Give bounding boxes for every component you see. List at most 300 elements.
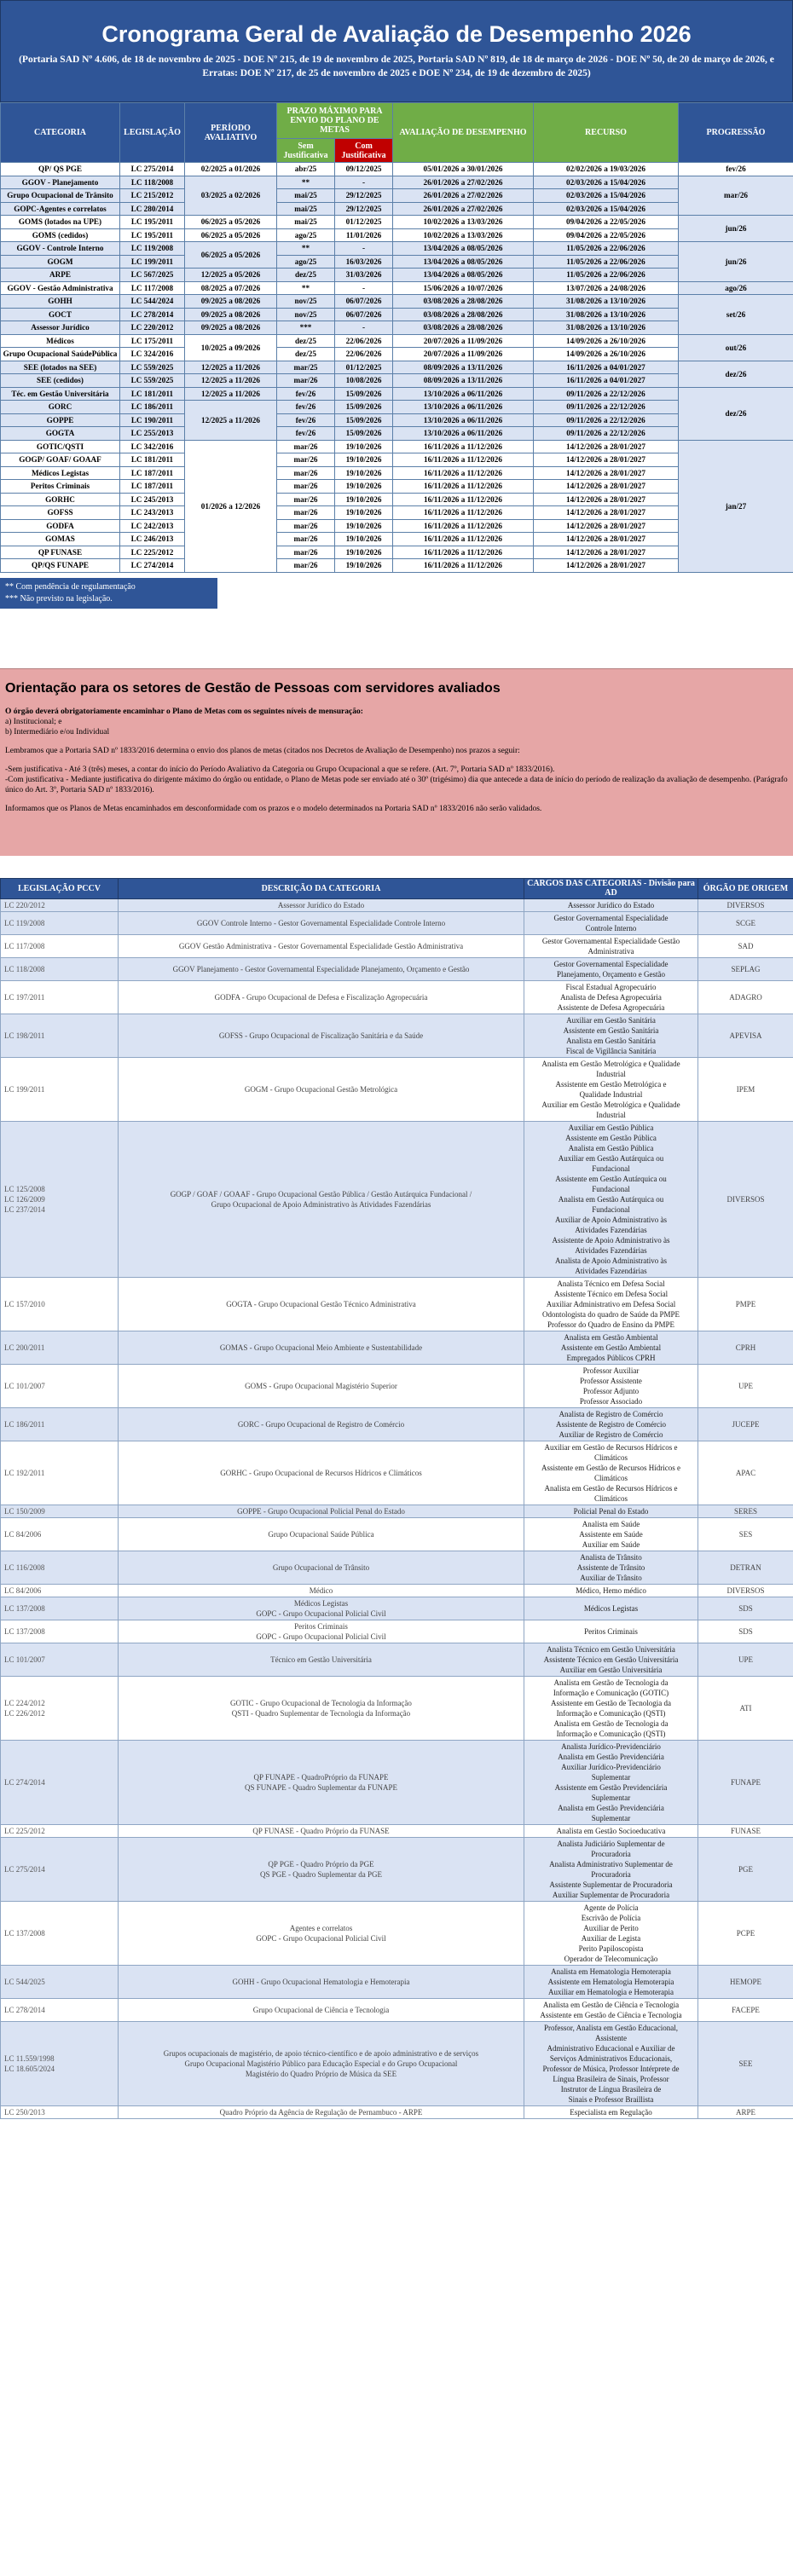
category-row bbox=[1, 2021, 793, 2105]
category-row bbox=[1, 898, 793, 911]
cell-legislacao-pccv bbox=[1, 980, 119, 1014]
cell-sem-justificativa: ** bbox=[277, 242, 335, 256]
cell-sem-justificativa: ** bbox=[277, 176, 335, 189]
orientation-box bbox=[0, 668, 793, 856]
cell-avaliacao: 10/02/2026 a 13/03/2026 bbox=[393, 228, 534, 242]
category-row bbox=[1, 1643, 793, 1676]
col-prazo: PRAZO MÁXIMO PARA ENVIO DO PLANO DE METAS bbox=[277, 103, 393, 139]
cell-descricao bbox=[119, 1901, 524, 1965]
schedule-row bbox=[1, 480, 793, 494]
cell-orgao: SEE bbox=[698, 2021, 793, 2105]
schedule-row bbox=[1, 546, 793, 559]
cell-cargos-line: Analista em Gestão Ambiental bbox=[564, 1332, 658, 1342]
schedule-row bbox=[1, 163, 793, 176]
cell-descricao bbox=[119, 934, 524, 957]
cell-cargos-line: Perito Papiloscopista bbox=[578, 1944, 644, 1953]
cell-categoria: GOGTA bbox=[1, 427, 120, 441]
cell-legislacao-pccv-line: LC 116/2008 bbox=[4, 1562, 45, 1572]
cell-descricao-line: Quadro Próprio da Agência de Regulação de Pernambuco - ARPE bbox=[219, 2107, 423, 2117]
cell-cargos-line: Analista de Trânsito bbox=[580, 1552, 642, 1562]
cell-cargos-line: Analista Judiciário Suplementar de bbox=[557, 1839, 665, 1848]
cell-cargos-line: Gestor Governamental Especialidade bbox=[553, 913, 669, 922]
cell-orgao: PMPE bbox=[698, 1277, 793, 1331]
col-com-justificativa: Com Justificativa bbox=[335, 139, 393, 163]
cell-cargos-line: Auxiliar de Perito bbox=[583, 1923, 639, 1932]
schedule-row bbox=[1, 308, 793, 321]
cell-recurso: 09/11/2026 a 22/12/2026 bbox=[534, 413, 679, 427]
cell-cargos-line: Assistente em Gestão Autárquica ou bbox=[555, 1174, 667, 1183]
cell-periodo: 09/2025 a 08/2026 bbox=[185, 308, 277, 321]
category-row bbox=[1, 957, 793, 980]
cell-cargos-line: Auxiliar em Gestão Autárquica ou bbox=[558, 1153, 664, 1163]
cell-categoria: GODFA bbox=[1, 519, 120, 533]
col-legislacao: LEGISLAÇÃO bbox=[120, 103, 185, 163]
header-banner bbox=[0, 0, 793, 102]
cell-recurso: 14/12/2026 a 28/01/2027 bbox=[534, 519, 679, 533]
cell-orgao: SCGE bbox=[698, 911, 793, 934]
schedule-row bbox=[1, 202, 793, 216]
cell-sem-justificativa: mar/26 bbox=[277, 480, 335, 494]
cell-com-justificativa: 29/12/2025 bbox=[335, 189, 393, 203]
cell-cargos bbox=[524, 911, 698, 934]
cell-legislacao-pccv-line: LC 84/2006 bbox=[4, 1529, 42, 1539]
cell-cargos-line: Atividades Fazendárias bbox=[575, 1266, 647, 1275]
cell-avaliacao: 16/11/2026 a 11/12/2026 bbox=[393, 519, 534, 533]
cell-cargos bbox=[524, 1901, 698, 1965]
cell-descricao bbox=[119, 1584, 524, 1597]
cell-cargos bbox=[524, 1014, 698, 1057]
cell-categoria: GGOV - Gestão Administrativa bbox=[1, 281, 120, 295]
cell-recurso: 09/11/2026 a 22/12/2026 bbox=[534, 427, 679, 441]
cell-legislacao: LC 567/2025 bbox=[120, 269, 185, 282]
cell-periodo: 12/2025 a 11/2026 bbox=[185, 374, 277, 388]
category-row bbox=[1, 1551, 793, 1584]
cell-com-justificativa: - bbox=[335, 281, 393, 295]
cell-categoria: GOMAS bbox=[1, 533, 120, 546]
cell-cargos-line: Médico, Hemo médico bbox=[576, 1585, 646, 1595]
note-2: *** Não previsto na legislação. bbox=[5, 593, 113, 604]
cell-descricao-line: Assessor Jurídico do Estado bbox=[277, 900, 365, 910]
cell-sem-justificativa: mai/25 bbox=[277, 216, 335, 229]
cell-legislacao-pccv bbox=[1, 1277, 119, 1331]
cell-cargos-line: Climáticos bbox=[594, 1453, 628, 1462]
cell-cargos-line: Atividades Fazendárias bbox=[575, 1245, 647, 1255]
cell-descricao bbox=[119, 957, 524, 980]
cell-periodo: 06/2025 a 05/2026 bbox=[185, 228, 277, 242]
cell-descricao-line: GODFA - Grupo Ocupacional de Defesa e Fiscalização Agropecuária bbox=[214, 992, 428, 1002]
cell-cargos-line: Climáticos bbox=[594, 1493, 628, 1503]
cell-legislacao-pccv-line: LC 197/2011 bbox=[4, 992, 45, 1002]
cell-categoria: GGOV - Planejamento bbox=[1, 176, 120, 189]
cell-descricao bbox=[119, 1824, 524, 1837]
cell-periodo: 12/2025 a 11/2026 bbox=[185, 387, 277, 401]
cell-sem-justificativa: abr/25 bbox=[277, 163, 335, 176]
cell-legislacao-pccv-line: LC 11.559/1998 bbox=[4, 2053, 55, 2063]
category-row bbox=[1, 1740, 793, 1824]
cell-legislacao-pccv bbox=[1, 1824, 119, 1837]
cell-com-justificativa: 19/10/2026 bbox=[335, 453, 393, 467]
cell-cargos-line: Agente de Polícia bbox=[583, 1903, 639, 1912]
cell-recurso: 31/08/2026 a 13/10/2026 bbox=[534, 295, 679, 309]
cell-avaliacao: 16/11/2026 a 11/12/2026 bbox=[393, 546, 534, 559]
col-sem-justificativa: Sem Justificativa bbox=[277, 139, 335, 163]
cell-sem-justificativa: ** bbox=[277, 281, 335, 295]
cell-categoria: GOGM bbox=[1, 255, 120, 269]
cell-com-justificativa: 15/09/2026 bbox=[335, 427, 393, 441]
cell-cargos-line: Auxiliar Administrativo em Defesa Social bbox=[546, 1299, 676, 1308]
cell-orgao: SEPLAG bbox=[698, 957, 793, 980]
cell-legislacao-pccv bbox=[1, 1551, 119, 1584]
cell-cargos-line: Escrivão de Polícia bbox=[581, 1913, 641, 1922]
cell-cargos bbox=[524, 1121, 698, 1277]
cell-com-justificativa: 19/10/2026 bbox=[335, 546, 393, 559]
cell-categoria: GOHH bbox=[1, 295, 120, 309]
category-row bbox=[1, 1517, 793, 1551]
cell-categoria: QP/QS FUNAPE bbox=[1, 559, 120, 573]
cell-legislacao-pccv bbox=[1, 1901, 119, 1965]
cell-cargos-line: Industrial bbox=[596, 1110, 626, 1119]
category-row bbox=[1, 1597, 793, 1620]
cell-com-justificativa: 19/10/2026 bbox=[335, 519, 393, 533]
cell-avaliacao: 03/08/2026 a 28/08/2026 bbox=[393, 308, 534, 321]
cell-cargos-line: Médicos Legistas bbox=[583, 1603, 639, 1613]
cell-orgao: DIVERSOS bbox=[698, 1121, 793, 1277]
cell-sem-justificativa: dez/25 bbox=[277, 334, 335, 348]
cell-avaliacao: 13/04/2026 a 08/05/2026 bbox=[393, 269, 534, 282]
cell-legislacao: LC 544/2024 bbox=[120, 295, 185, 309]
cell-recurso: 14/09/2026 a 26/10/2026 bbox=[534, 334, 679, 348]
cell-recurso: 14/12/2026 a 28/01/2027 bbox=[534, 559, 679, 573]
cell-cargos-line: Analista em Gestão de Ciência e Tecnologia bbox=[542, 2000, 680, 2009]
schedule-row bbox=[1, 413, 793, 427]
cell-orgao: IPEM bbox=[698, 1057, 793, 1121]
schedule-row bbox=[1, 519, 793, 533]
cell-periodo: 03/2025 a 02/2026 bbox=[185, 176, 277, 216]
cell-legislacao-pccv bbox=[1, 934, 119, 957]
orientation-p5: -Sem justificativa - Até 3 (três) meses, a contar do início do Período Avaliativo da Categoria ou Grupo Ocupacional a que se refere. (Art. 7º, Portaria SAD nº 1833/2016). bbox=[5, 765, 555, 774]
cell-legislacao-pccv bbox=[1, 1505, 119, 1517]
cell-com-justificativa: 19/10/2026 bbox=[335, 506, 393, 520]
cell-legislacao: LC 242/2013 bbox=[120, 519, 185, 533]
cell-cargos-line: Controle Interno bbox=[585, 923, 637, 933]
cell-cargos-line: Assistente de Apoio Administrativo às bbox=[552, 1235, 670, 1245]
cell-legislacao-pccv bbox=[1, 911, 119, 934]
cell-recurso: 02/02/2026 a 19/03/2026 bbox=[534, 163, 679, 176]
cell-legislacao: LC 117/2008 bbox=[120, 281, 185, 295]
cell-recurso: 14/12/2026 a 28/01/2027 bbox=[534, 466, 679, 480]
cell-cargos-line: Suplementar bbox=[591, 1793, 631, 1802]
cell-orgao: UPE bbox=[698, 1643, 793, 1676]
cell-sem-justificativa: fev/26 bbox=[277, 427, 335, 441]
cell-cargos bbox=[524, 2105, 698, 2118]
cell-orgao: JUCEPE bbox=[698, 1407, 793, 1441]
cell-categoria: Peritos Criminais bbox=[1, 480, 120, 494]
cell-cargos-line: Professor do Quadro de Ensino da PMPE bbox=[547, 1320, 674, 1329]
cell-sem-justificativa: fev/26 bbox=[277, 401, 335, 414]
cell-com-justificativa: 19/10/2026 bbox=[335, 533, 393, 546]
cell-descricao-line: GOTIC - Grupo Ocupacional de Tecnologia da Informação bbox=[230, 1698, 412, 1707]
cell-cargos-line: Assistente Técnico em Gestão Universitária bbox=[543, 1655, 679, 1664]
cell-cargos-line: Analista Jurídico-Previdenciário bbox=[561, 1741, 661, 1751]
cell-descricao-line: GOPPE - Grupo Ocupacional Policial Penal do Estado bbox=[237, 1506, 405, 1516]
cell-categoria: SEE (cedidos) bbox=[1, 374, 120, 388]
col-descricao: DESCRIÇÃO DA CATEGORIA bbox=[119, 878, 524, 898]
cell-cargos-line: Informação e Comunicação (GOTIC) bbox=[553, 1688, 669, 1697]
cell-cargos-line: Fundacional bbox=[592, 1184, 630, 1193]
cell-cargos bbox=[524, 1364, 698, 1407]
schedule-row bbox=[1, 255, 793, 269]
cell-orgao: UPE bbox=[698, 1364, 793, 1407]
schedule-row bbox=[1, 176, 793, 189]
cell-cargos-line: Fiscal Estadual Agropecuário bbox=[565, 982, 657, 991]
cell-legislacao-pccv bbox=[1, 1837, 119, 1901]
cell-descricao bbox=[119, 911, 524, 934]
cell-cargos-line: Analista em Gestão Sanitária bbox=[566, 1036, 656, 1045]
cell-cargos-line: Instrutor de Língua Brasileira de bbox=[560, 2084, 662, 2094]
schedule-row bbox=[1, 216, 793, 229]
cell-legislacao-pccv bbox=[1, 957, 119, 980]
cell-descricao-line: GGOV Gestão Administrativa - Gestor Governamental Especialidade Gestão Administrativa bbox=[178, 941, 464, 950]
cell-cargos-line: Policial Penal do Estado bbox=[573, 1506, 649, 1516]
schedule-row bbox=[1, 533, 793, 546]
cell-cargos-line: Auxiliar em Gestão de Recursos Hídricos e bbox=[544, 1442, 678, 1452]
cell-avaliacao: 13/10/2026 a 06/11/2026 bbox=[393, 387, 534, 401]
category-row bbox=[1, 1407, 793, 1441]
cell-descricao-line: GOFSS - Grupo Ocupacional de Fiscalização Sanitária e da Saúde bbox=[218, 1031, 424, 1040]
cell-recurso: 09/04/2026 a 22/05/2026 bbox=[534, 228, 679, 242]
cell-legislacao-pccv-line: LC 192/2011 bbox=[4, 1468, 45, 1477]
cell-descricao-line: QS FUNAPE - Quadro Suplementar da FUNAPE bbox=[245, 1782, 397, 1792]
category-row bbox=[1, 1331, 793, 1364]
cell-com-justificativa: 31/03/2026 bbox=[335, 269, 393, 282]
cell-com-justificativa: 10/08/2026 bbox=[335, 374, 393, 388]
cell-cargos-line: Analista em Gestão de Tecnologia da bbox=[553, 1678, 669, 1687]
cell-cargos bbox=[524, 1441, 698, 1505]
cell-cargos-line: Assistente de Trânsito bbox=[576, 1562, 645, 1572]
cell-cargos-line: Odontologista do quadro de Saúde da PMPE bbox=[542, 1309, 680, 1319]
cell-cargos-line: Peritos Criminais bbox=[584, 1626, 638, 1636]
cell-avaliacao: 20/07/2026 a 11/09/2026 bbox=[393, 334, 534, 348]
schedule-row bbox=[1, 281, 793, 295]
cell-avaliacao: 26/01/2026 a 27/02/2026 bbox=[393, 189, 534, 203]
cell-cargos-line: Professor, Analista em Gestão Educacional, bbox=[543, 2023, 679, 2032]
category-row bbox=[1, 1441, 793, 1505]
cell-cargos-line: Auxiliar em Hematologia e Hemoterapia bbox=[548, 1987, 674, 1996]
cell-legislacao-pccv-line: LC 200/2011 bbox=[4, 1343, 45, 1352]
cell-cargos-line: Analista em Gestão de Recursos Hídricos e bbox=[544, 1483, 678, 1493]
cell-recurso: 14/12/2026 a 28/01/2027 bbox=[534, 480, 679, 494]
cell-cargos-line: Auxiliar em Gestão Sanitária bbox=[566, 1015, 656, 1025]
cell-cargos bbox=[524, 980, 698, 1014]
cell-cargos bbox=[524, 1057, 698, 1121]
cell-categoria: GOPC-Agentes e correlatos bbox=[1, 202, 120, 216]
cell-legislacao-pccv bbox=[1, 1441, 119, 1505]
cell-orgao: FUNAPE bbox=[698, 1740, 793, 1824]
cell-com-justificativa: 11/01/2026 bbox=[335, 228, 393, 242]
cell-cargos-line: Assistente em Gestão de Tecnologia da bbox=[551, 1698, 671, 1707]
cell-categoria: GORHC bbox=[1, 493, 120, 506]
cell-cargos-line: Planejamento, Orçamento e Gestão bbox=[557, 969, 665, 979]
cell-cargos-line: Professor Auxiliar bbox=[582, 1366, 640, 1375]
cell-avaliacao: 16/11/2026 a 11/12/2026 bbox=[393, 440, 534, 453]
cell-cargos bbox=[524, 1517, 698, 1551]
cell-avaliacao: 15/06/2026 a 10/07/2026 bbox=[393, 281, 534, 295]
cell-legislacao-pccv-line: LC 137/2008 bbox=[4, 1603, 45, 1613]
cell-avaliacao: 08/09/2026 a 13/11/2026 bbox=[393, 374, 534, 388]
schedule-row bbox=[1, 189, 793, 203]
cell-legislacao-pccv-line: LC 198/2011 bbox=[4, 1031, 45, 1040]
cell-descricao-line: Grupo Ocupacional de Apoio Administrativo às Atividades Fazendárias bbox=[211, 1199, 431, 1209]
cell-cargos-line: Auxiliar em Saúde bbox=[582, 1539, 640, 1549]
cell-categoria: Grupo Ocupacional de Trânsito bbox=[1, 189, 120, 203]
cell-sem-justificativa: mar/26 bbox=[277, 533, 335, 546]
cell-avaliacao: 16/11/2026 a 11/12/2026 bbox=[393, 466, 534, 480]
cell-cargos-line: Sinais e Professor Braillista bbox=[568, 2094, 654, 2104]
cell-progressao: jan/27 bbox=[679, 440, 793, 572]
category-row bbox=[1, 1364, 793, 1407]
cell-legislacao-pccv-line: LC 544/2025 bbox=[4, 1977, 45, 1986]
cell-descricao bbox=[119, 1407, 524, 1441]
cell-categoria: Grupo Ocupacional SaúdePública bbox=[1, 348, 120, 361]
cell-categoria: QP/ QS PGE bbox=[1, 163, 120, 176]
cell-descricao-line: GOHH - Grupo Ocupacional Hematologia e Hemoterapia bbox=[232, 1977, 410, 1986]
cell-cargos-line: Auxiliar Jurídico-Previdenciário bbox=[561, 1762, 661, 1771]
col-categoria: CATEGORIA bbox=[1, 103, 120, 163]
cell-legislacao: LC 255/2013 bbox=[120, 427, 185, 441]
cell-legislacao-pccv-line: LC 84/2006 bbox=[4, 1585, 42, 1595]
cell-sem-justificativa: mar/26 bbox=[277, 506, 335, 520]
category-row bbox=[1, 1901, 793, 1965]
cell-cargos-line: Assistente em Gestão Metrológica e bbox=[555, 1079, 667, 1089]
cell-sem-justificativa: mar/26 bbox=[277, 559, 335, 573]
cell-recurso: 14/12/2026 a 28/01/2027 bbox=[534, 453, 679, 467]
category-row bbox=[1, 1676, 793, 1740]
cell-legislacao: LC 215/2012 bbox=[120, 189, 185, 203]
cell-recurso: 14/12/2026 a 28/01/2027 bbox=[534, 440, 679, 453]
cell-recurso: 31/08/2026 a 13/10/2026 bbox=[534, 308, 679, 321]
cell-recurso: 02/03/2026 a 15/04/2026 bbox=[534, 176, 679, 189]
cell-legislacao-pccv-line: LC 278/2014 bbox=[4, 2005, 45, 2014]
cell-com-justificativa: 19/10/2026 bbox=[335, 480, 393, 494]
cell-periodo: 09/2025 a 08/2026 bbox=[185, 321, 277, 335]
cell-legislacao: LC 245/2013 bbox=[120, 493, 185, 506]
cell-cargos-line: Auxiliar de Registro de Comércio bbox=[559, 1430, 663, 1439]
cell-cargos-line: Auxiliar em Gestão Pública bbox=[568, 1123, 654, 1132]
cell-descricao bbox=[119, 1364, 524, 1407]
cell-descricao bbox=[119, 1331, 524, 1364]
cell-legislacao-pccv bbox=[1, 1643, 119, 1676]
cell-periodo: 08/2025 a 07/2026 bbox=[185, 281, 277, 295]
cell-legislacao: LC 186/2011 bbox=[120, 401, 185, 414]
page-subtitle: (Portaria SAD Nº 4.606, de 18 de novembro de 2025 - DOE Nº 215, de 19 de novembro de 2025, Portaria SAD Nº 819, de 18 de março de 2026 - DOE Nº 50, de 20 de março de 2026, e Erratas: DOE Nº 217, de 25 de novembro de 2025 e DOE Nº 234, de 19 de dezembro de 2025) bbox=[19, 55, 774, 78]
cell-avaliacao: 13/04/2026 a 08/05/2026 bbox=[393, 242, 534, 256]
cell-recurso: 11/05/2026 a 22/06/2026 bbox=[534, 242, 679, 256]
cell-com-justificativa: 22/06/2026 bbox=[335, 348, 393, 361]
schedule-row bbox=[1, 453, 793, 467]
cell-categoria: Assessor Jurídico bbox=[1, 321, 120, 335]
cell-legislacao: LC 199/2011 bbox=[120, 255, 185, 269]
cell-descricao-line: Grupo Ocupacional Saúde Pública bbox=[268, 1529, 374, 1539]
cell-cargos bbox=[524, 1597, 698, 1620]
orientation-p2: a) Institucional; e bbox=[5, 717, 62, 726]
schedule-row bbox=[1, 321, 793, 335]
cell-legislacao-pccv bbox=[1, 1407, 119, 1441]
cell-recurso: 16/11/2026 a 04/01/2027 bbox=[534, 374, 679, 388]
cell-legislacao-pccv-line: LC 250/2013 bbox=[4, 2107, 45, 2117]
cell-categoria: SEE (lotados na SEE) bbox=[1, 361, 120, 374]
cell-recurso: 13/07/2026 a 24/08/2026 bbox=[534, 281, 679, 295]
cell-progressao: jun/26 bbox=[679, 216, 793, 242]
cell-com-justificativa: 01/12/2025 bbox=[335, 361, 393, 374]
cell-descricao-line: Médicos Legistas bbox=[293, 1598, 349, 1608]
cell-cargos-line: Assessor Jurídico do Estado bbox=[567, 900, 655, 910]
cell-categoria: Médicos bbox=[1, 334, 120, 348]
cell-cargos bbox=[524, 1998, 698, 2021]
cell-com-justificativa: 15/09/2026 bbox=[335, 387, 393, 401]
cell-cargos-line: Analista em Gestão Previdenciária bbox=[558, 1752, 664, 1761]
orientation-p4: Lembramos que a Portaria SAD nº 1833/2016 determina o envio dos planos de metas (citados nos Decretos de Avaliação de Desempenho) nos prazos a seguir: bbox=[5, 746, 520, 755]
category-row bbox=[1, 2105, 793, 2118]
cell-cargos-line: Assistente bbox=[595, 2033, 627, 2042]
cell-cargos-line: Administrativo Educacional e Auxiliar de bbox=[547, 2043, 675, 2053]
cell-cargos-line: Assistente em Gestão Previdenciária bbox=[554, 1782, 668, 1792]
cell-descricao bbox=[119, 1837, 524, 1901]
cell-cargos-line: Língua Brasileira de Sinais, Professor bbox=[553, 2074, 669, 2083]
cell-legislacao-pccv-line: LC 137/2008 bbox=[4, 1626, 45, 1636]
cell-progressao: out/26 bbox=[679, 334, 793, 361]
cell-legislacao: LC 559/2025 bbox=[120, 361, 185, 374]
category-row bbox=[1, 1277, 793, 1331]
cell-cargos-line: Analista de Defesa Agropecuária bbox=[560, 992, 662, 1002]
cell-orgao: SES bbox=[698, 1517, 793, 1551]
cell-legislacao-pccv-line: LC 274/2014 bbox=[4, 1777, 45, 1787]
cell-cargos-line: Analista em Gestão Autárquica ou bbox=[558, 1194, 664, 1204]
cell-cargos-line: Analista de Registro de Comércio bbox=[559, 1409, 663, 1418]
cell-recurso: 09/04/2026 a 22/05/2026 bbox=[534, 216, 679, 229]
cell-categoria: GOMS (cedidos) bbox=[1, 228, 120, 242]
cell-cargos-line: Assistente Técnico em Defesa Social bbox=[553, 1289, 669, 1298]
cell-cargos bbox=[524, 1584, 698, 1597]
cell-cargos-line: Analista em Gestão de Tecnologia da bbox=[553, 1718, 669, 1728]
cell-legislacao: LC 275/2014 bbox=[120, 163, 185, 176]
cell-periodo: 06/2025 a 05/2026 bbox=[185, 216, 277, 229]
cell-legislacao-pccv-line: LC 186/2011 bbox=[4, 1419, 45, 1429]
cell-cargos-line: Auxiliar de Legista bbox=[581, 1933, 641, 1943]
cell-descricao-line: Grupo Ocupacional de Trânsito bbox=[272, 1562, 370, 1572]
cell-sem-justificativa: mar/26 bbox=[277, 546, 335, 559]
schedule-row bbox=[1, 401, 793, 414]
col-legislacao-pccv: LEGISLAÇÃO PCCV bbox=[1, 878, 119, 898]
cell-descricao-line: GOPC - Grupo Ocupacional Policial Civil bbox=[256, 1933, 386, 1943]
col-progressao: PROGRESSÃO bbox=[679, 103, 793, 163]
cell-cargos bbox=[524, 1643, 698, 1676]
cell-cargos bbox=[524, 1676, 698, 1740]
cell-periodo: 06/2025 a 05/2026 bbox=[185, 242, 277, 269]
cell-cargos-line: Auxiliar de Apoio Administrativo às bbox=[555, 1215, 667, 1224]
cell-recurso: 14/12/2026 a 28/01/2027 bbox=[534, 533, 679, 546]
cell-avaliacao: 16/11/2026 a 11/12/2026 bbox=[393, 493, 534, 506]
cell-orgao: SERES bbox=[698, 1505, 793, 1517]
category-row bbox=[1, 1505, 793, 1517]
cell-recurso: 31/08/2026 a 13/10/2026 bbox=[534, 321, 679, 335]
cell-cargos-line: Analista em Saúde bbox=[582, 1519, 640, 1528]
cell-orgao: APAC bbox=[698, 1441, 793, 1505]
cell-cargos-line: Analista em Gestão Pública bbox=[568, 1143, 654, 1152]
cell-cargos-line: Analista Técnico em Defesa Social bbox=[557, 1279, 665, 1288]
orientation-p6: -Com justificativa - Mediante justificativa do dirigente máximo do órgão ou entidade, o Plano de Metas pode ser enviado até o 30º (trigésimo) dia que antecede a data de início do período de realização da avaliação de desempenho. (Parágrafo único do Art. 3º, Portaria SAD nº 1833/2016). bbox=[5, 775, 788, 794]
cell-avaliacao: 13/10/2026 a 06/11/2026 bbox=[393, 413, 534, 427]
cell-legislacao-pccv bbox=[1, 1584, 119, 1597]
